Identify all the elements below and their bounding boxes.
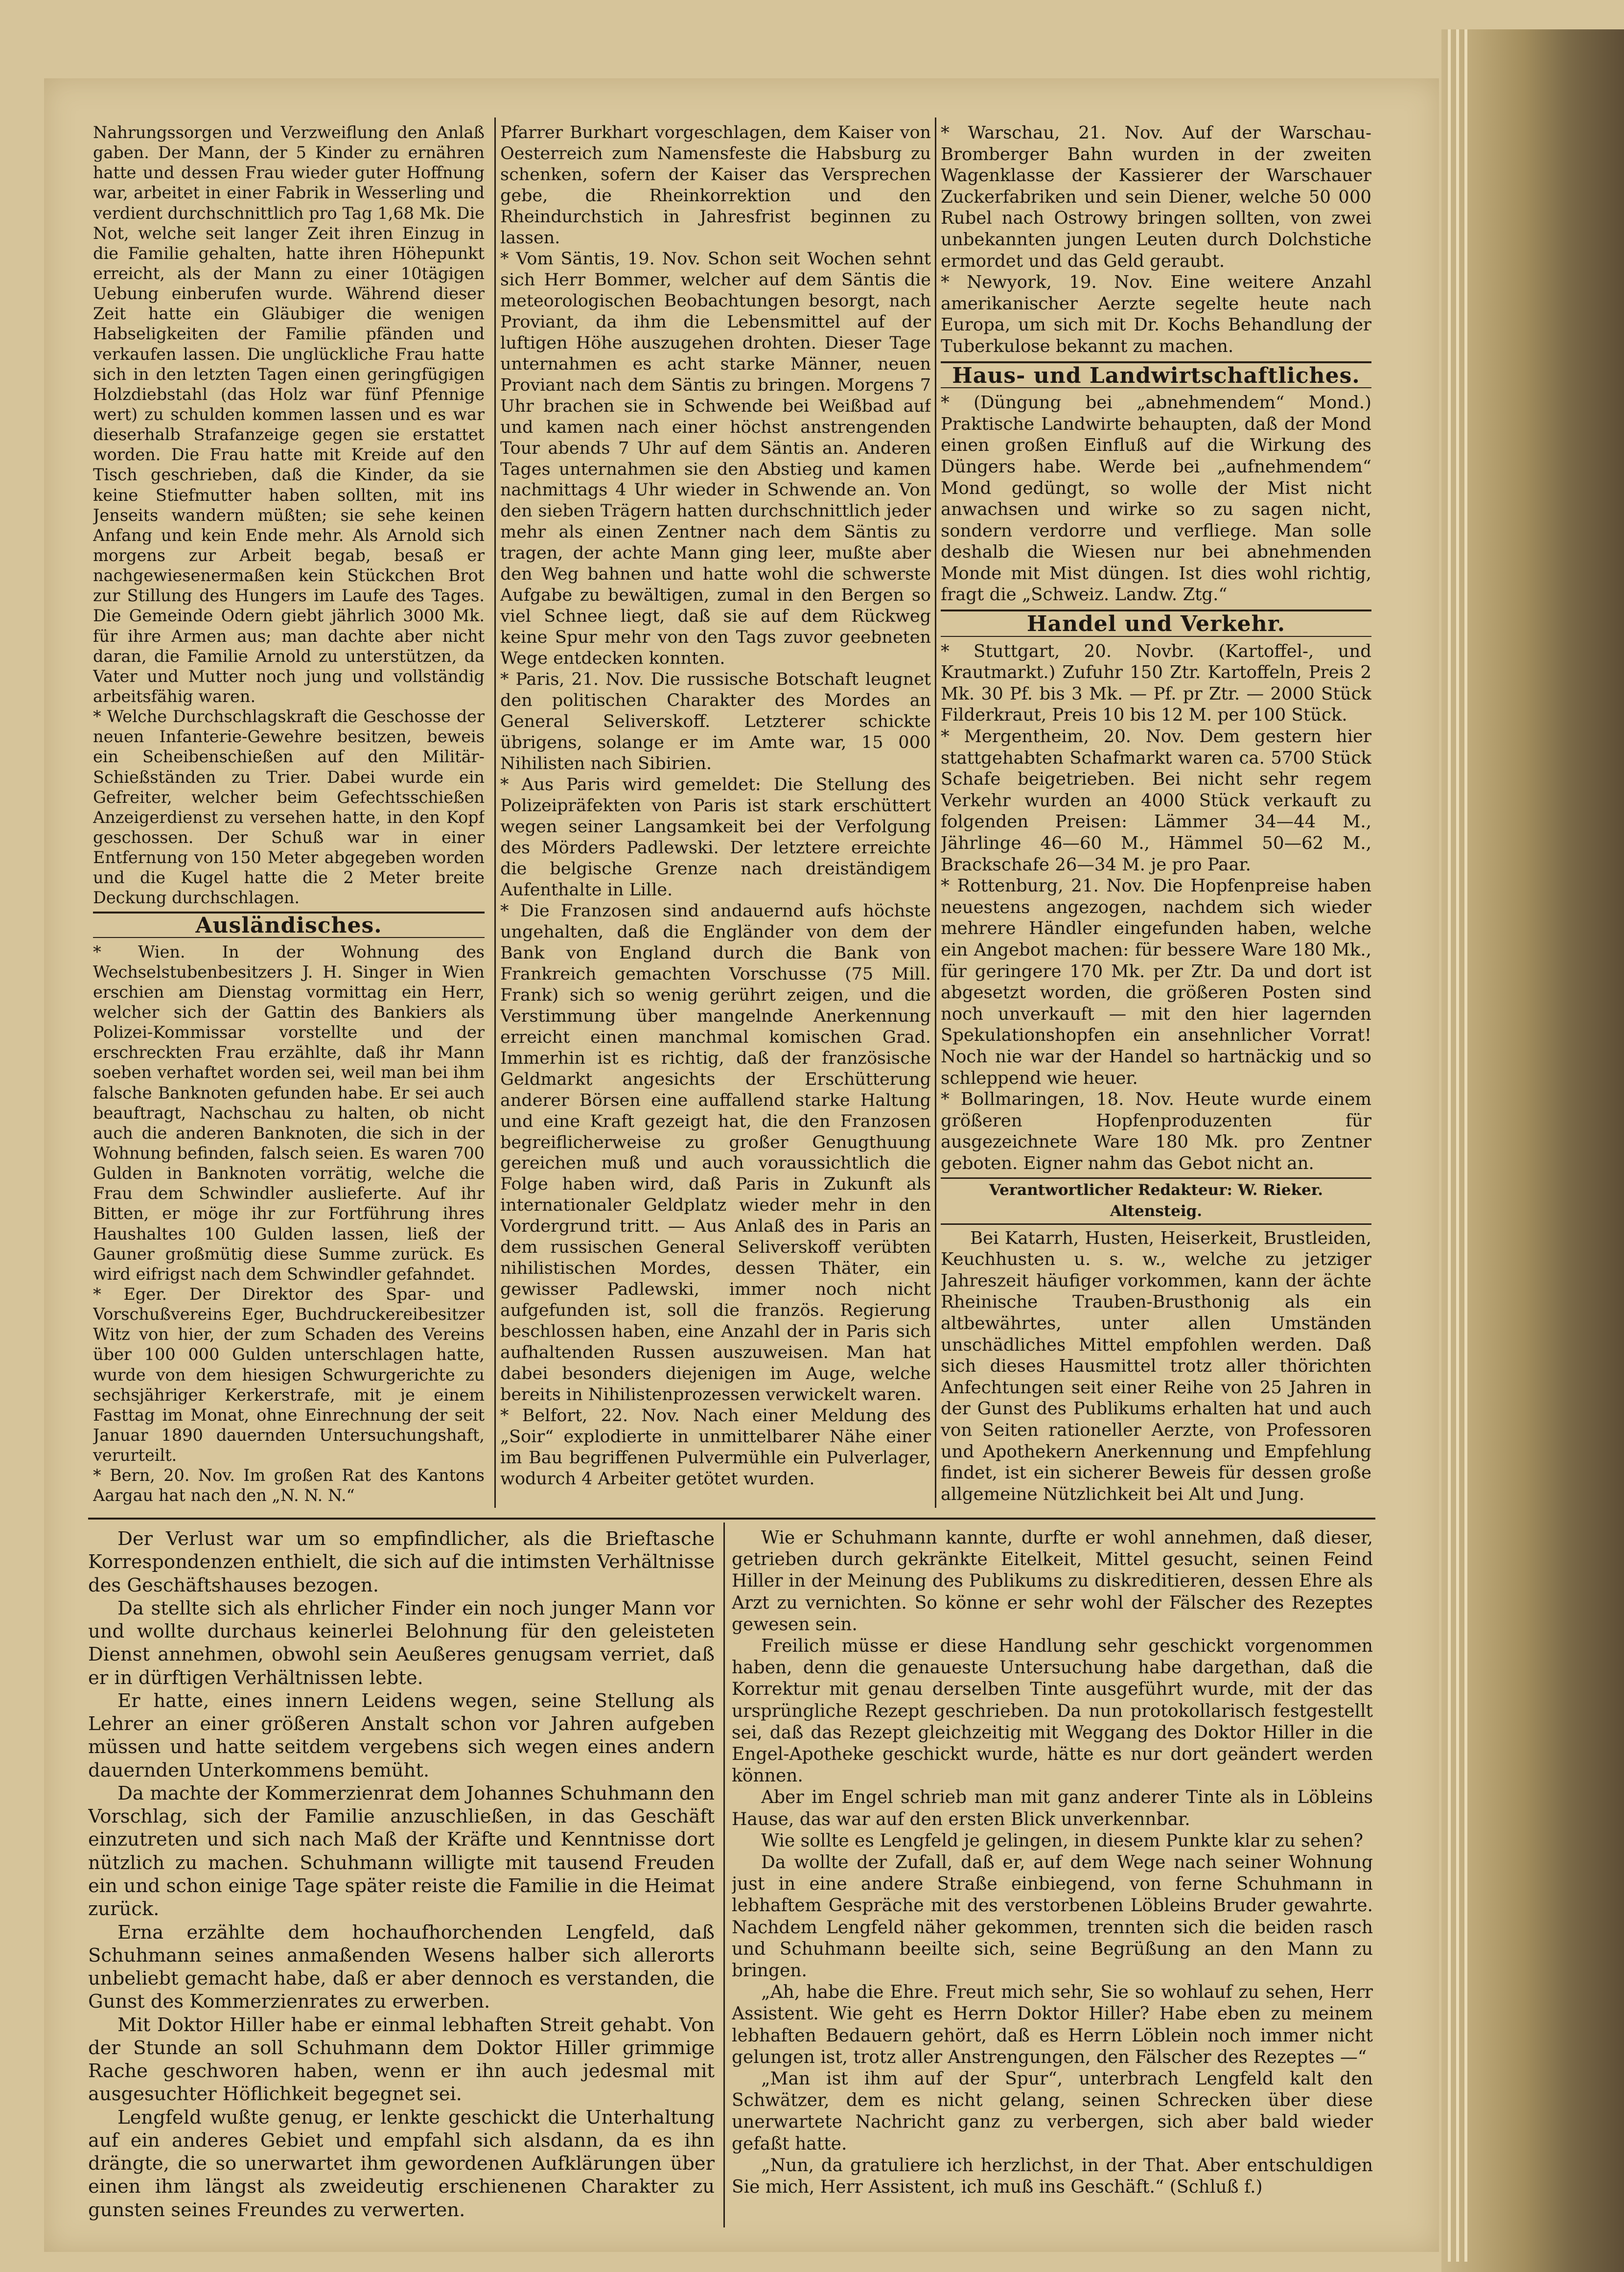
article-paragraph: * Stuttgart, 20. Novbr. (Kartoffel-, und Krautmarkt.) Zufuhr 150 Ztr. Kartoffeln, Preis 2 Mk. 30 Pf. bis 3 Mk. — Pf. pr Ztr. — 2000 Stück Filderkraut, Preis 10 bis 12 M. per 100 Stück. xyxy=(941,641,1371,726)
serial-paragraph: Da stellte sich als ehrlicher Finder ein noch junger Mann vor und wollte durchaus keinerlei Belohnung für den geleisteten Dienst annehmen, obwohl sein Aeußeres genugsam verriet, daß er in dürftigen Verhältnissen lebte. xyxy=(88,1597,715,1689)
serial-left-column xyxy=(88,1527,715,2227)
article-paragraph: * Newyork, 19. Nov. Eine weitere Anzahl amerikanischer Aerzte segelte heute nach Europa, um sich mit Dr. Kochs Behandlung der Tuberkulose bekannt zu machen. xyxy=(941,272,1371,356)
article-paragraph: * (Düngung bei „abnehmendem“ Mond.) Praktische Landwirte behaupten, daß der Mond einen großen Einfluß auf die Wirkung des Düngers habe. Werde bei „aufnehmendem“ Mond gedüngt, so wolle der Mist nicht anwachsen und wirke so zu sagen nicht, sondern verdorre und verfliege. Man solle deshalb die Wiesen nur bei abnehmenden Monde mit Mist düngen. Ist dies wohl richtig, fragt die „Schweiz. Landw. Ztg.“ xyxy=(941,393,1371,605)
serial-paragraph: Da machte der Kommerzienrat dem Johannes Schuhmann den Vorschlag, sich der Familie anzuschließen, in das Geschäft einzutreten und sich nach Maß der Kräfte und Kenntnisse dort nützlich zu machen. Schuhmann willigte mit tausend Freuden ein und schon einige Tage später reiste die Familie in die Heimat zurück. xyxy=(88,1782,715,1921)
serial-paragraph: „Ah, habe die Ehre. Freut mich sehr, Sie so wohlauf zu sehen, Herr Assistent. Wie geht es Herrn Doktor Hiller? Habe eben zu meinem lebhaften Bedauern gehört, daß es Herrn Löblein noch immer nicht gelungen ist, trotz aller Anstrengungen, den Fälscher des Rezeptes —“ xyxy=(732,1982,1373,2067)
section-heading-trade: Handel und Verkehr. xyxy=(941,609,1371,637)
article-paragraph: Nahrungssorgen und Verzweiflung den Anlaß gaben. Der Mann, der 5 Kinder zu ernähren hatte und dessen Frau wieder guter Hoffnung war, arbeitet in einer Fabrik in Wesserling und verdient durchschnittlich pro Tag 1,68 Mk. Die Not, welche seit langer Zeit ihren Einzug in die Familie gehalten, hatte ihren Höhepunkt erreicht, als der Mann zu einer 10tägigen Uebung einberufen wurde. Während dieser Zeit hatte ein Gläubiger die wenigen Habseligkeiten der Familie pfänden und verkaufen lassen. Die unglückliche Frau hatte sich in den letzten Tagen einen geringfügigen Holzdiebstahl (das Holz war fünf Pfennige wert) zu schulden kommen lassen und es war dieserhalb Strafanzeige gegen sie erstattet worden. Die Frau hatte mit Kreide auf den Tisch geschrieben, daß die Kinder, da sie keine Stiefmutter haben sollten, mit ins Jenseits wandern müßten; sie sehe keinen Anfang und kein Ende mehr. Als Arnold sich morgens zur Arbeit begab, besaß er nachgewiesenermaßen kein Stückchen Brot zur Stillung des Hungers im Laufe des Tages. Die Gemeinde Odern giebt jährlich 3000 Mk. für ihre Armen aus; man dachte aber nicht daran, die Familie Arnold zu unterstützen, da Vater und Mutter noch jung und vollständig arbeitsfähig waren. xyxy=(93,123,485,706)
feuilleton-divider xyxy=(88,1518,1375,1520)
article-paragraph: * Aus Paris wird gemeldet: Die Stellung des Polizeipräfekten von Paris ist stark erschüttert wegen seiner Langsamkeit bei der Verfolgung des Mörders Padlewski. Der letztere erreichte die belgische Grenze nach dreiständigem Aufenthalte in Lille. xyxy=(500,775,931,900)
page-edge xyxy=(1456,29,1459,2262)
article-paragraph: * Paris, 21. Nov. Die russische Botschaft leugnet den politischen Charakter des Mordes an General Seliverskoff. Letzterer schickte übrigens, solange er im Amte war, 15 000 Nihilisten nach Sibirien. xyxy=(500,670,931,774)
article-paragraph: * Warschau, 21. Nov. Auf der Warschau-Bromberger Bahn wurden in der zweiten Wagenklasse der Kassierer der Warschauer Zuckerfabriken und sein Diener, welche 50 000 Rubel nach Ostrowy bringen sollten, von zwei unbekannten jungen Leuten durch Dolchstiche ermordet und das Geld geraubt. xyxy=(941,123,1371,271)
column-1 xyxy=(93,122,485,1508)
editor-line: Verantwortlicher Redakteur: W. Rieker. Altensteig. xyxy=(941,1177,1371,1225)
serial-paragraph: Freilich müsse er diese Handlung sehr geschickt vorgenommen haben, denn die genaueste Untersuchung habe dargethan, daß die Korrektur mit genau derselben Tinte ausgeführt wurde, mit der das ursprüngliche Rezept geschrieben. Da nun protokollarisch festgestellt sei, daß das Rezept gleichzeitig mit Weggang des Doktor Hiller in die Engel-Apotheke geschickt wurde, hätte es nur dort geändert werden können. xyxy=(732,1636,1373,1786)
column-3 xyxy=(941,122,1371,1508)
serial-paragraph: Lengfeld wußte genug, er lenkte geschickt die Unterhaltung auf ein anderes Gebiet und empfahl sich alsdann, da es ihn drängte, die so unerwartet ihm gewordenen Aufklärungen über einen ihm längst als zweideutig erschienenen Charakter zu gunsten seines Freundes zu verwerten. xyxy=(88,2106,715,2221)
serial-right-column xyxy=(732,1527,1373,2227)
serial-paragraph: Wie er Schuhmann kannte, durfte er wohl annehmen, daß dieser, getrieben durch gekränkte Eitelkeit, Mittel gesucht, seinen Feind Hiller in der Meinung des Publikums zu diskreditieren, dessen Ehre als Arzt zu vernichten. So könne er sehr wohl der Fälscher des Rezeptes gewesen sein. xyxy=(732,1528,1373,1635)
article-paragraph: Pfarrer Burkhart vorgeschlagen, dem Kaiser von Oesterreich zum Namensfeste die Habsburg zu schenken, sofern der Kaiser das Versprechen gebe, die Rheinkorrektion und den Rheindurchstich in Jahresfrist beginnen zu lassen. xyxy=(500,123,931,248)
advertisement-text: Bei Katarrh, Husten, Heiserkeit, Brustleiden, Keuchhusten u. s. w., welche zu jetziger Jahreszeit häufiger vorkommen, kann der ächte Rheinische Trauben-Brusthonig als ein altbewährtes, unter allen Umständen unschädliches Mittel empfohlen werden. Daß sich dieses Hausmittel trotz aller thörichten Anfechtungen seit einer Reihe von 25 Jahren in der Gunst des Publikums erhalten hat und auch von Seiten rationeller Aerzte, von Professoren und Apothekern Anerkennung und Empfehlung findet, ist ein sicherer Beweis für dessen große allgemeine Nützlichkeit bei Alt und Jung. xyxy=(941,1228,1371,1504)
article-paragraph: * Rottenburg, 21. Nov. Die Hopfenpreise haben neuestens angezogen, nachdem sich wieder mehrere Händler eingefunden haben, welche ein Angebot machen: für bessere Ware 180 Mk., für geringere 170 Mk. per Ztr. Da und dort ist abgesetzt worden, die größeren Posten sind noch unverkauft — mit den hier lagernden Spekulationshopfen ein ansehnlicher Vorrat! Noch nie war der Handel so hartnäckig und so schleppend wie heuer. xyxy=(941,876,1371,1088)
serial-paragraph: Aber im Engel schrieb man mit ganz anderer Tinte als in Löbleins Hause, das war auf den ersten Blick unverkennbar. xyxy=(732,1787,1373,1829)
article-paragraph: * Eger. Der Direktor des Spar- und Vorschußvereins Eger, Buchdruckereibesitzer Witz von hier, der zum Schaden des Vereins über 100 000 Gulden unterschlagen hatte, wurde von dem hiesigen Schwurgerichte zu sechsjähriger Kerkerstrafe, mit je einem Fasttag im Monat, ohne Einrechnung der seit Januar 1890 dauernden Untersuchungshaft, verurteilt. xyxy=(93,1285,485,1465)
article-paragraph: * Wien. In der Wohnung des Wechselstubenbesitzers J. H. Singer in Wien erschien am Dienstag vormittag ein Herr, welcher sich der Gattin des Bankiers als Polizei-Kommissar vorstellte und der erschreckten Frau erzählte, daß ihr Mann soeben verhaftet worden sei, weil man bei ihm falsche Banknoten gefunden habe. Er sei auch beauftragt, Nachschau zu halten, ob nicht auch die anderen Banknoten, die sich in der Wohnung befinden, falsch seien. Es waren 700 Gulden in Banknoten vorrätig, welche die Frau dem Schwindler auslieferte. Auf ihr Bitten, er möge ihr zur Fortführung ihres Haushaltes 100 Gulden lassen, ließ der Gauner großmütig diese Summe zurück. Es wird eifrigst nach dem Schwindler gefahndet. xyxy=(93,942,485,1284)
article-paragraph: * Die Franzosen sind andauernd aufs höchste ungehalten, daß die Engländer von dem der Bank von England durch die Bank von Frankreich gemachten Vorschusse (75 Mill. Frank) sich so wenig gerührt zeigen, und die Verstimmung über mangelnde Anerkennung erreicht einen manchmal komischen Grad. Immerhin ist es richtig, daß der französische Geldmarkt angesichts der Erschütterung anderer Börsen eine auffallend starke Haltung und eine Kraft gezeigt hat, die den Franzosen begreiflicherweise zu großer Genugthuung gereichen muß und auch voraussichtlich die Folge haben wird, daß Paris in Zukunft als internationaler Geldplatz wieder mehr in den Vordergrund tritt. — Aus Anlaß des in Paris an dem russischen General Seliverskoff verübten nihilistischen Mordes, dessen Thäter, ein gewisser Padlewski, immer noch nicht aufgefunden ist, soll die französ. Regierung beschlossen haben, eine Anzahl der in Paris sich aufhaltenden Russen auszuweisen. Man hat dabei besonders diejenigen im Auge, welche bereits in Nihilistenprozessen verwickelt waren. xyxy=(500,901,931,1405)
serial-paragraph: Wie sollte es Lengfeld je gelingen, in diesem Punkte klar zu sehen? xyxy=(761,1830,1363,1851)
serial-paragraph: „Nun, da gratuliere ich herzlichst, in der That. Aber entschuldigen Sie mich, Herr Assistent, ich muß ins Geschäft.“ (Schluß f.) xyxy=(732,2155,1373,2198)
column-rule xyxy=(494,117,496,1508)
column-2 xyxy=(500,122,931,1508)
article-paragraph: * Belfort, 22. Nov. Nach einer Meldung des „Soir“ explodierte in unmittelbarer Nähe einer im Bau begriffenen Pulvermühle ein Pulverlager, wodurch 4 Arbeiter getötet wurden. xyxy=(500,1406,931,1489)
article-paragraph: * Mergentheim, 20. Nov. Dem gestern hier stattgehabten Schafmarkt waren ca. 5700 Stück Schafe beigetrieben. Bei nicht sehr regem Verkehr wurden an 4000 Stück verkauft zu folgenden Preisen: Lämmer 34—44 M., Jährlinge 46—60 M., Hämmel 50—62 M., Brackschafe 26—34 M. je pro Paar. xyxy=(941,726,1371,875)
column-rule xyxy=(723,1522,725,2227)
article-paragraph: * Bollmaringen, 18. Nov. Heute wurde einem größeren Hopfenproduzenten für ausgezeichnete Ware 180 Mk. pro Zentner geboten. Eigner nahm das Gebot nicht an. xyxy=(941,1089,1371,1173)
section-heading-foreign: Ausländisches. xyxy=(93,912,485,937)
serial-paragraph: Da wollte der Zufall, daß er, auf dem Wege nach seiner Wohnung just in eine andere Straße einbiegend, von ferne Schuhmann in lebhaftem Gespräche mit des verstorbenen Löbleins Bruder gewahrte. Nachdem Lengfeld näher gekommen, trennten sich die beiden rasch und Schuhmann beeilte sich, seine Begrüßung an den Mann zu bringen. xyxy=(732,1852,1373,1981)
article-paragraph: * Welche Durchschlagskraft die Geschosse der neuen Infanterie-Gewehre besitzen, beweis ein Scheibenschießen auf den Militär-Schießständen zu Trier. Dabei wurde ein Gefreiter, welcher beim Gefechtsschießen Anzeigerdienst zu versehen hatte, in den Kopf geschossen. Der Schuß war in einer Entfernung von 150 Meter abgegeben worden und die Kugel hatte die 2 Meter breite Deckung durchschlagen. xyxy=(93,707,485,908)
book-binding xyxy=(1441,29,1624,2272)
article-paragraph: * Vom Säntis, 19. Nov. Schon seit Wochen sehnt sich Herr Bommer, welcher auf dem Säntis die meteorologischen Beobachtungen besorgt, nach Proviant, da ihm die Lebensmittel auf der luftigen Höhe auszugehen drohten. Dieser Tage unternahmen es acht starke Männer, neuen Proviant nach dem Säntis zu bringen. Morgens 7 Uhr brachen sie in Schwende bei Weißbad auf und kamen nach einer höchst anstrengenden Tour abends 7 Uhr auf dem Säntis an. Anderen Tages unternahmen sie den Abstieg und kamen nachmittags 4 Uhr wieder in Schwende an. Von den sieben Trägern hatten durchschnittlich jeder mehr als einen Zentner nach dem Säntis zu tragen, der achte Mann ging leer, mußte aber den Weg bahnen und hatte wohl die schwerste Aufgabe zu bewältigen, zumal in den Bergen so viel Schnee liegt, daß sie auf dem Rückweg keine Spur mehr von den Tags zuvor geebneten Wege entdecken konnten. xyxy=(500,249,931,669)
serial-paragraph: Erna erzählte dem hochaufhorchenden Lengfeld, daß Schuhmann seines anmaßenden Wesens halber sich allerorts unbeliebt gemacht habe, daß er aber dennoch es verstanden, die Gunst des Kommerzienrates zu erwerben. xyxy=(88,1921,715,2013)
serial-paragraph: Der Verlust war um so empfindlicher, als die Brieftasche Korrespondenzen enthielt, die sich auf die intimsten Verhältnisse des Geschäftshauses bezogen. xyxy=(88,1528,715,1596)
advertisement xyxy=(941,1228,1371,1505)
article-paragraph: * Bern, 20. Nov. Im großen Rat des Kantons Aargau hat nach den „N. N. N.“ xyxy=(93,1466,485,1505)
column-rule xyxy=(935,117,936,1508)
serial-paragraph: „Man ist ihm auf der Spur“, unterbrach Lengfeld kalt den Schwätzer, dem es nicht gelang, seinen Schrecken über diese unerwartete Nachricht ganz zu verbergen, sich aber bald wieder gefaßt hatte. xyxy=(732,2069,1373,2154)
page-edge xyxy=(1464,29,1467,2262)
serial-paragraph: Mit Doktor Hiller habe er einmal lebhaften Streit gehabt. Von der Stunde an soll Schuhmann dem Doktor Hiller grimmige Rache geschworen haben, wenn er ihn auch jedesmal mit ausgesuchter Höflichkeit begegnet sei. xyxy=(88,2014,715,2106)
page-edge xyxy=(1448,29,1451,2262)
section-heading-household: Haus- und Landwirtschaftliches. xyxy=(941,361,1371,389)
serial-paragraph: Er hatte, eines innern Leidens wegen, seine Stellung als Lehrer an einer größeren Anstalt schon vor Jahren aufgeben müssen und hatte seitdem vergebens sich wegen eines andern dauernden Unterkommens bemüht. xyxy=(88,1689,715,1781)
